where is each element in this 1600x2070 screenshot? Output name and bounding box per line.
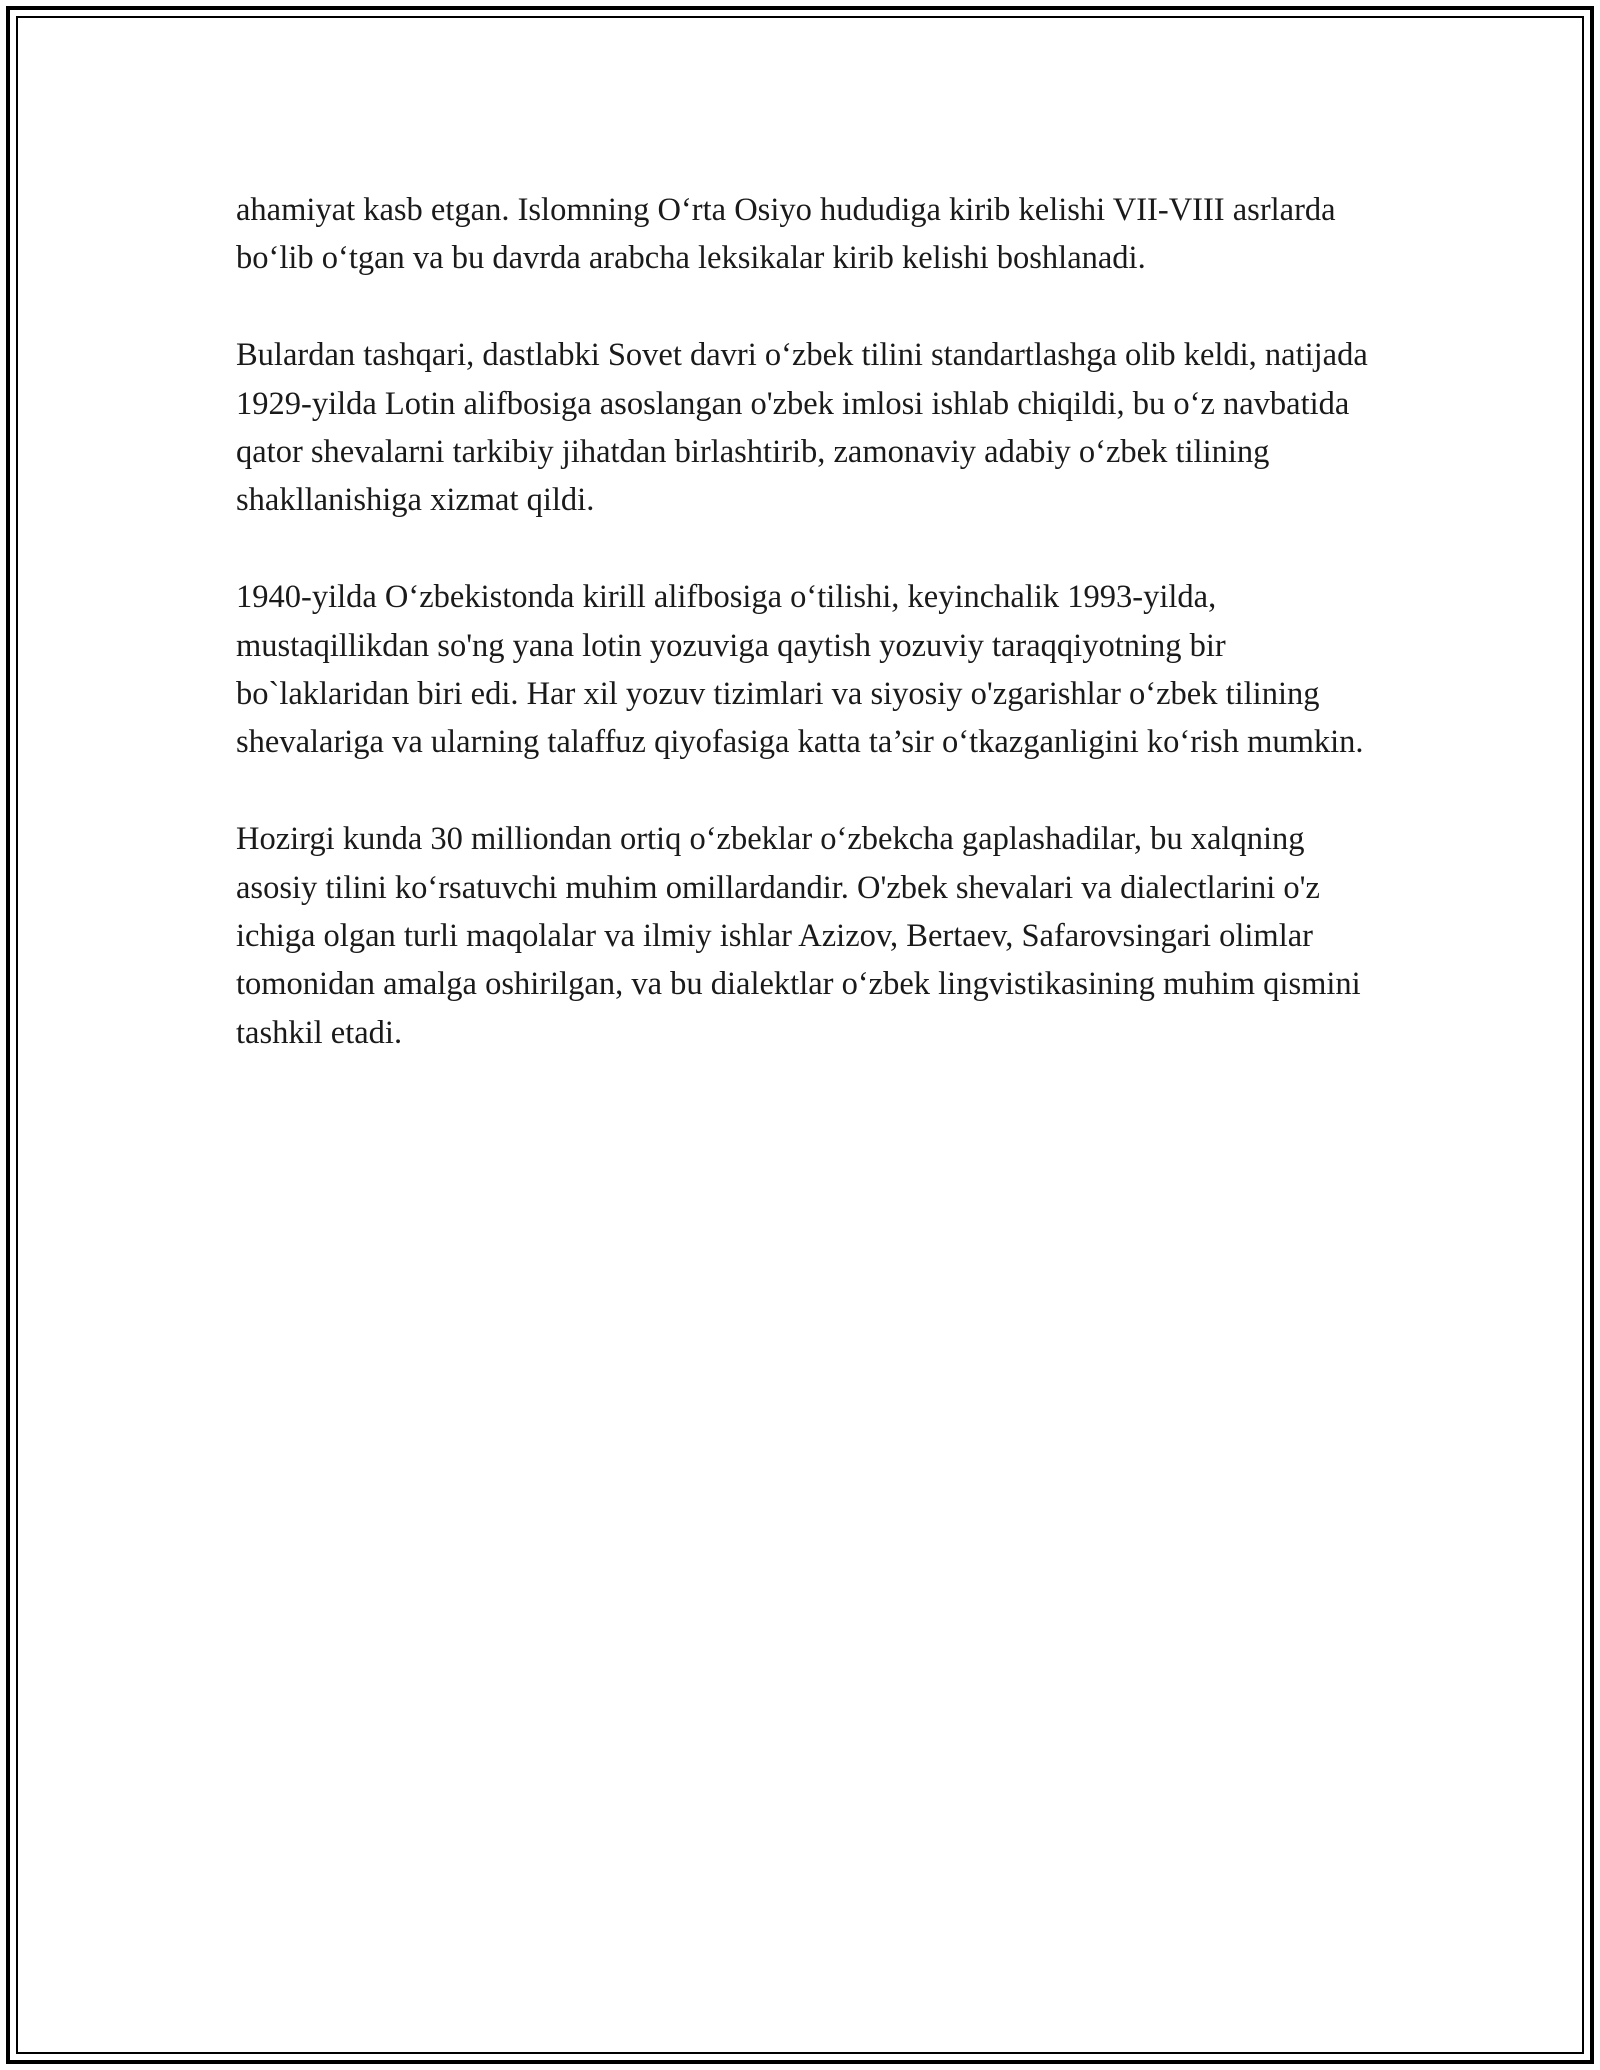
paragraph-3: 1940-yilda O‘zbekistonda kirill alifbosiga o‘tilishi, keyinchalik 1993-yilda, mustaqillikdan so'ng yana lotin yozuviga qaytish yozuviy taraqqiyotning bir bo`laklaridan biri edi. Har xil yozuv tizimlari va siyosiy o'zgarishlar o‘zbek tilining shevalariga va ularning talaffuz qiyofasiga katta ta’sir o‘tkazganligini ko‘rish mumkin. [236, 579, 1364, 761]
paragraph-2: Bulardan tashqari, dastlabki Sovet davri o‘zbek tilini standartlashga olib keldi, natijada 1929-yilda Lotin alifbosiga asoslangan o'zbek imlosi ishlab chiqildi, bu o‘z navbatida qator shevalarni tarkibiy jihatdan birlashtirib, zamonaviy adabiy o‘zbek tilining shakllanishiga xizmat qildi. [236, 337, 1368, 519]
paragraph-4: Hozirgi kunda 30 milliondan ortiq o‘zbeklar o‘zbekcha gaplashadilar, bu xalqning asosiy tilini ko‘rsatuvchi muhim omillardandir. O'zbek shevalari va dialectlarini o'z ichiga olgan turli maqolalar va ilmiy ishlar Azizov, Bertaev, Safarovsingari olimlar tomonidan amalga oshirilgan, va bu dialektlar o‘zbek lingvistikasining muhim qismini tashkil etadi. [236, 821, 1361, 1051]
paragraph-1: ahamiyat kasb etgan. Islomning O‘rta Osiyo hududiga kirib kelishi VII-VIII asrlarda bo‘lib o‘tgan va bu davrda arabcha leksikalar kirib kelishi boshlanadi. [236, 192, 1336, 277]
document-body [236, 186, 1376, 1106]
